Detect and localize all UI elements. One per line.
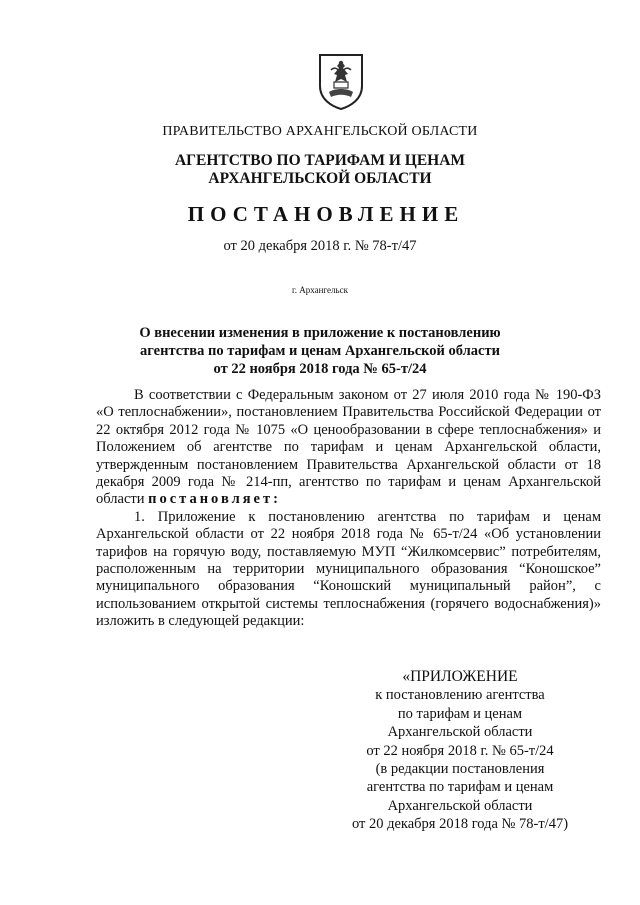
subject-line1: О внесении изменения в приложение к постановлению [139,325,501,341]
government-name: ПРАВИТЕЛЬСТВО АРХАНГЕЛЬСКОЙ ОБЛАСТИ [162,124,478,139]
appendix-line: Архангельской области [387,797,533,814]
appendix-line: по тарифам и ценам [397,705,523,722]
agency-name [0,152,640,188]
document-body [96,387,601,631]
appendix-stamp [330,668,590,834]
coat-of-arms-emblem [317,52,365,110]
clause-1-paragraph: 1. Приложение к постановлению агентства по тарифам и ценам Архангельской области от 22 ноября 2018 года № 65-т/24 «Об установлении тарифов на горячую воду, поставляемую МУП “Жилкомсервис” потребителям, расположенным на территории муниципального образования “Коношское” муниципального образования “Коношский муниципальный район”, с использованием открытой системы теплоснабжения (горячего водоснабжения)» изложить в следующей редакции: [96,508,601,630]
resolves-keyword: постановляет: [148,491,281,508]
document-city: г. Архангельск [292,285,348,295]
subject-line2: агентства по тарифам и ценам Архангельской области [140,343,500,359]
document-subject [0,324,640,378]
appendix-line: (в редакции постановления [375,761,545,778]
appendix-line: агентства по тарифам и ценам [366,779,554,796]
subject-line3: от 22 ноября 2018 года № 65-т/24 [213,361,427,377]
agency-name-line2: АРХАНГЕЛЬСКОЙ ОБЛАСТИ [208,170,432,187]
appendix-line: от 22 ноября 2018 г. № 65-т/24 [366,742,554,759]
document-date-number: от 20 декабря 2018 г. № 78-т/47 [223,238,417,254]
appendix-line: Архангельской области [387,724,533,741]
appendix-line: к постановлению агентства [375,687,545,704]
appendix-title: «ПРИЛОЖЕНИЕ [402,668,518,685]
appendix-line: от 20 декабря 2018 года № 78-т/47) [351,816,569,833]
preamble-paragraph [96,387,601,509]
preamble-text: В соответствии с Федеральным законом от 27 июля 2010 года № 190-ФЗ «О теплоснабжении», постановлением Правительства Российской Федерации от 22 октября 2012 года № 1075 «О ценообразовании в сфере теплоснабжения» и Положением об агентстве по тарифам и ценам Архангельской области, утвержденным постановлением Правительства Архангельской области от 18 декабря 2009 года № 214-пп, агентство по тарифам и ценам Архангельской области [96,387,601,508]
document-type-title: ПОСТАНОВЛЕНИЕ [187,202,465,226]
agency-name-line1: АГЕНТСТВО ПО ТАРИФАМ И ЦЕНАМ [174,152,466,169]
